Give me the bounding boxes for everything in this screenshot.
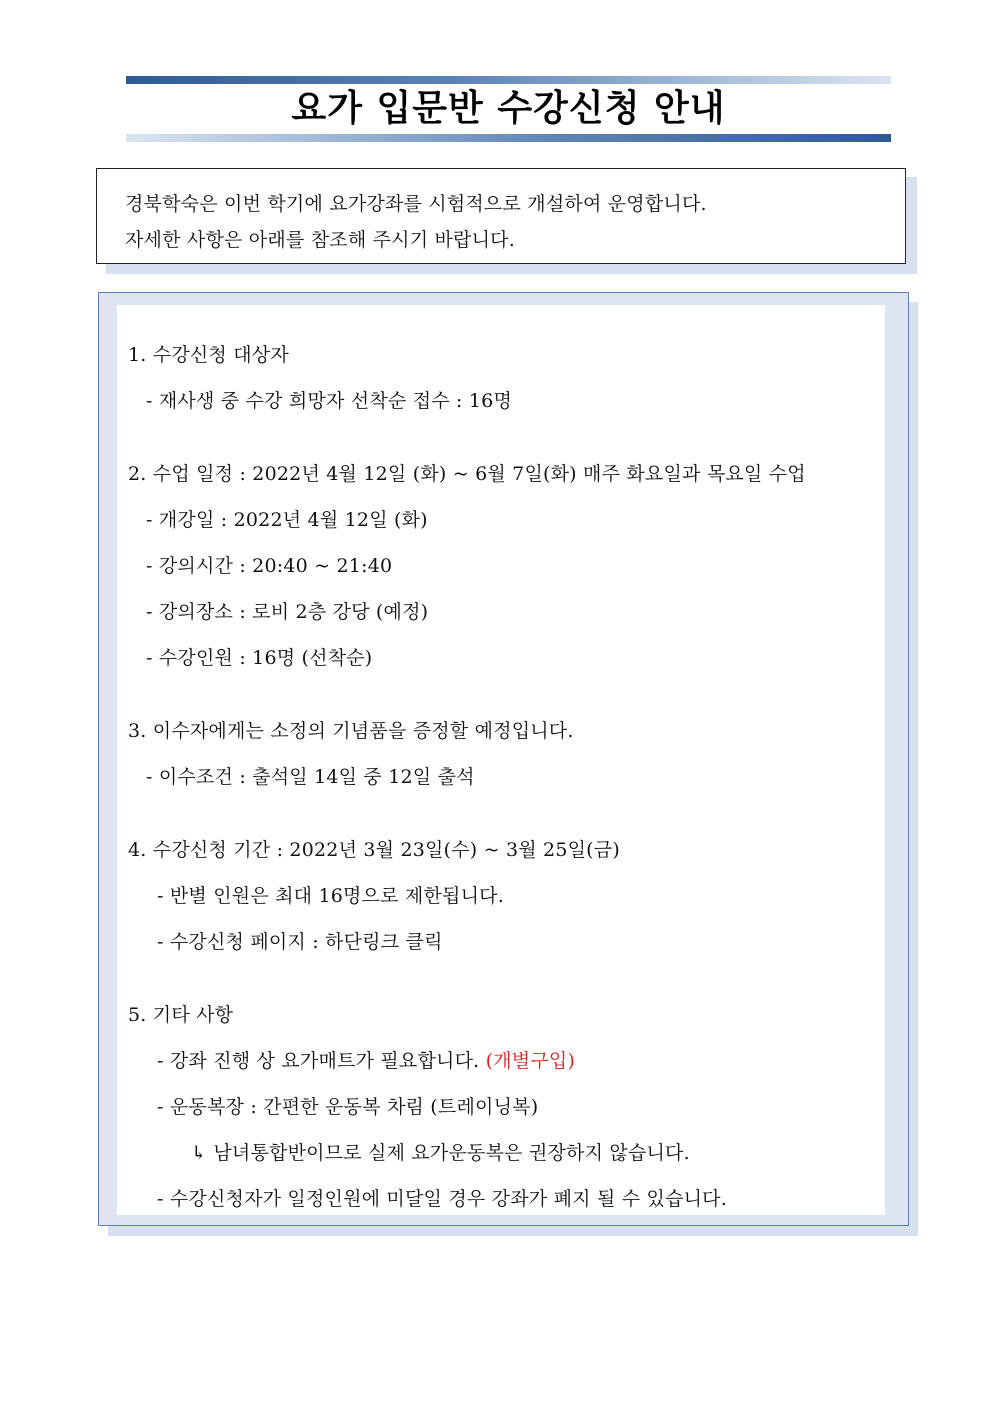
section-3-item: - 이수조건 : 출석일 14일 중 12일 출석 xyxy=(146,766,475,788)
details-content xyxy=(117,305,885,1215)
title-top-rule xyxy=(126,76,891,84)
intro-line-1: 경북학숙은 이번 학기에 요가강좌를 시험적으로 개설하여 운영합니다. xyxy=(125,193,707,215)
title-bottom-rule xyxy=(126,134,891,142)
individual-purchase-note: (개별구입) xyxy=(485,1050,576,1072)
section-2-item-time: - 강의시간 : 20:40 ~ 21:40 xyxy=(146,555,393,577)
section-2-item-place: - 강의장소 : 로비 2층 강당 (예정) xyxy=(146,601,429,623)
section-2-item-capacity: - 수강인원 : 16명 (선착순) xyxy=(146,647,373,669)
details-box xyxy=(98,292,909,1226)
section-5-item-mat xyxy=(157,1046,575,1073)
section-5-item-clothing: - 운동복장 : 간편한 운동복 차림 (트레이닝복) xyxy=(157,1096,539,1118)
section-2-item-start-date: - 개강일 : 2022년 4월 12일 (화) xyxy=(146,509,428,531)
section-5-item-mat-text: - 강좌 진행 상 요가매트가 필요합니다. xyxy=(157,1050,486,1072)
page-title: 요가 입문반 수강신청 안내 xyxy=(291,88,726,129)
section-2-heading: 2. 수업 일정 : 2022년 4월 12일 (화) ~ 6월 7일(화) 매주 화요일과 목요일 수업 xyxy=(128,463,806,485)
section-4-item-limit: - 반별 인원은 최대 16명으로 제한됩니다. xyxy=(157,885,504,907)
section-4-heading: 4. 수강신청 기간 : 2022년 3월 23일(수) ~ 3월 25일(금) xyxy=(128,839,620,861)
section-1-item: - 재사생 중 수강 희망자 선착순 접수 : 16명 xyxy=(146,390,513,412)
intro-line-2: 자세한 사항은 아래를 참조해 주시기 바랍니다. xyxy=(125,229,515,251)
section-5-heading: 5. 기타 사항 xyxy=(128,1004,234,1026)
section-5-item-clothing-note: ↳ 남녀통합반이므로 실제 요가운동복은 권장하지 않습니다. xyxy=(191,1142,690,1164)
section-1-heading: 1. 수강신청 대상자 xyxy=(128,344,289,366)
section-5-item-cancellation: - 수강신청자가 일정인원에 미달일 경우 강좌가 폐지 될 수 있습니다. xyxy=(157,1188,727,1210)
section-4-item-page: - 수강신청 페이지 : 하단링크 클릭 xyxy=(157,931,443,953)
section-3-heading: 3. 이수자에게는 소정의 기념품을 증정할 예정입니다. xyxy=(128,720,574,742)
intro-box xyxy=(96,168,906,264)
